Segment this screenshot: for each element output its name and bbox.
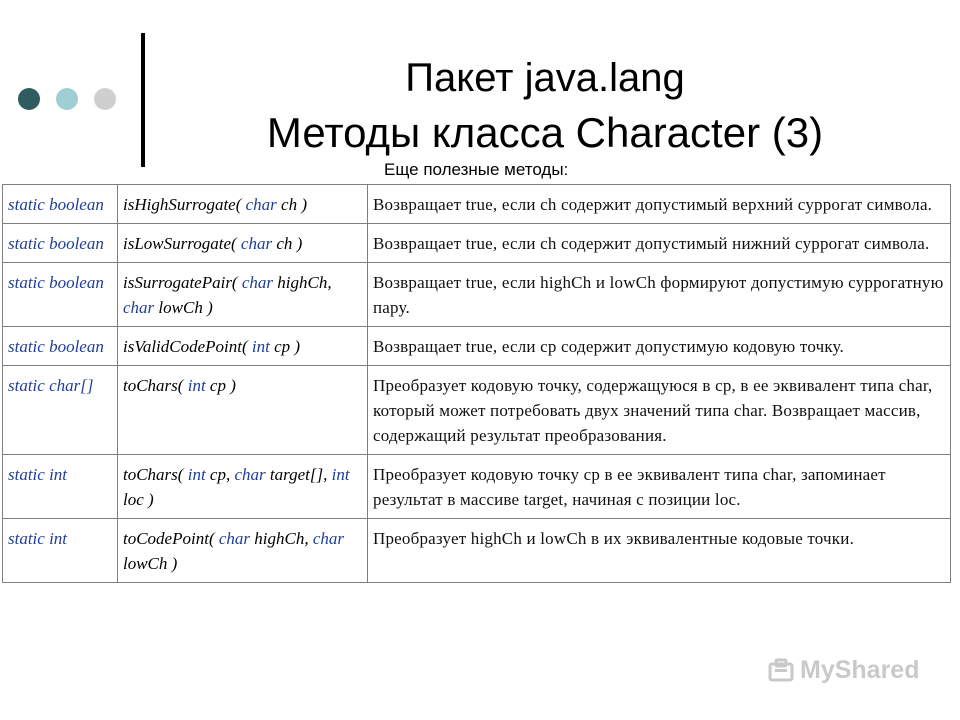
description-cell: Возвращает true, если ch содержит допустимый нижний суррогат символа. — [368, 224, 951, 263]
watermark-text: MyShared — [800, 656, 920, 684]
param-type-keyword: int — [187, 376, 206, 395]
signature-text: toChars( — [123, 376, 188, 395]
description-cell: Возвращает true, если cp содержит допустимую кодовую точку. — [368, 327, 951, 366]
slide-subtitle: Еще полезные методы: — [384, 160, 569, 179]
methods-table — [2, 184, 951, 583]
method-signature-cell — [118, 327, 368, 366]
return-type-cell: static boolean — [3, 263, 118, 327]
table-row — [3, 185, 951, 224]
signature-text: toCodePoint( — [123, 529, 219, 548]
signature-text: cp ) — [269, 337, 301, 356]
param-type-keyword: int — [331, 465, 350, 484]
method-signature-cell — [118, 455, 368, 519]
description-cell: Возвращает true, если ch содержит допустимый верхний суррогат символа. — [368, 185, 951, 224]
signature-text: target[], — [265, 465, 332, 484]
method-signature-cell — [118, 366, 368, 455]
param-type-keyword: char — [234, 465, 266, 484]
table-row — [3, 455, 951, 519]
decorative-dots — [18, 88, 116, 110]
description-cell: Преобразует кодовую точку cp в ее эквивалент типа char, запоминает результат в массиве target, начиная с позиции loc. — [368, 455, 951, 519]
dot-dark — [18, 88, 40, 110]
param-type-keyword: char — [123, 298, 155, 317]
method-signature-cell — [118, 185, 368, 224]
return-type-cell: static boolean — [3, 224, 118, 263]
signature-text: toChars( — [123, 465, 188, 484]
dot-light — [56, 88, 78, 110]
description-cell: Преобразует кодовую точку, содержащуюся в cp, в ее эквивалент типа char, который может потребовать двух значений типа char. Возвращает массив, содержащий результат преобразования. — [368, 366, 951, 455]
title-divider — [141, 33, 145, 167]
param-type-keyword: char — [240, 234, 273, 253]
param-type-keyword: char — [241, 273, 274, 292]
param-type-keyword: char — [312, 529, 345, 548]
method-signature-cell — [118, 519, 368, 583]
signature-text: lowCh ) — [154, 298, 213, 317]
method-signature-cell — [118, 224, 368, 263]
return-type-cell: static int — [3, 519, 118, 583]
method-signature-cell — [118, 263, 368, 327]
signature-text: highCh, — [273, 273, 332, 292]
signature-text: isSurrogatePair( — [123, 273, 242, 292]
param-type-keyword: char — [245, 195, 277, 214]
table-row — [3, 519, 951, 583]
signature-text: highCh, — [250, 529, 313, 548]
return-type-cell: static int — [3, 455, 118, 519]
myshared-logo-icon — [768, 658, 794, 684]
return-type-cell: static char[] — [3, 366, 118, 455]
slide-title-line2: Методы класса Character (3) — [266, 109, 824, 156]
table-row — [3, 327, 951, 366]
param-type-keyword: char — [218, 529, 251, 548]
signature-text: ch ) — [276, 195, 308, 214]
param-type-keyword: int — [251, 337, 270, 356]
signature-text: cp ) — [205, 376, 236, 395]
description-cell: Преобразует highCh и lowCh в их эквивалентные кодовые точки. — [368, 519, 951, 583]
description-cell: Возвращает true, если highCh и lowCh формируют допустимую суррогатную пару. — [368, 263, 951, 327]
signature-text: loc ) — [123, 490, 154, 509]
return-type-cell: static boolean — [3, 327, 118, 366]
param-type-keyword: int — [187, 465, 206, 484]
signature-text: ch ) — [272, 234, 303, 253]
slide-title-line1: Пакет java.lang — [405, 56, 685, 100]
dot-gray — [94, 88, 116, 110]
table-row — [3, 366, 951, 455]
signature-text: isValidCodePoint( — [123, 337, 252, 356]
table-row — [3, 224, 951, 263]
signature-text: lowCh ) — [123, 554, 178, 573]
signature-text: isLowSurrogate( — [123, 234, 241, 253]
return-type-cell: static boolean — [3, 185, 118, 224]
watermark — [768, 656, 919, 685]
signature-text: cp, — [205, 465, 235, 484]
table-row — [3, 263, 951, 327]
signature-text: isHighSurrogate( — [123, 195, 246, 214]
